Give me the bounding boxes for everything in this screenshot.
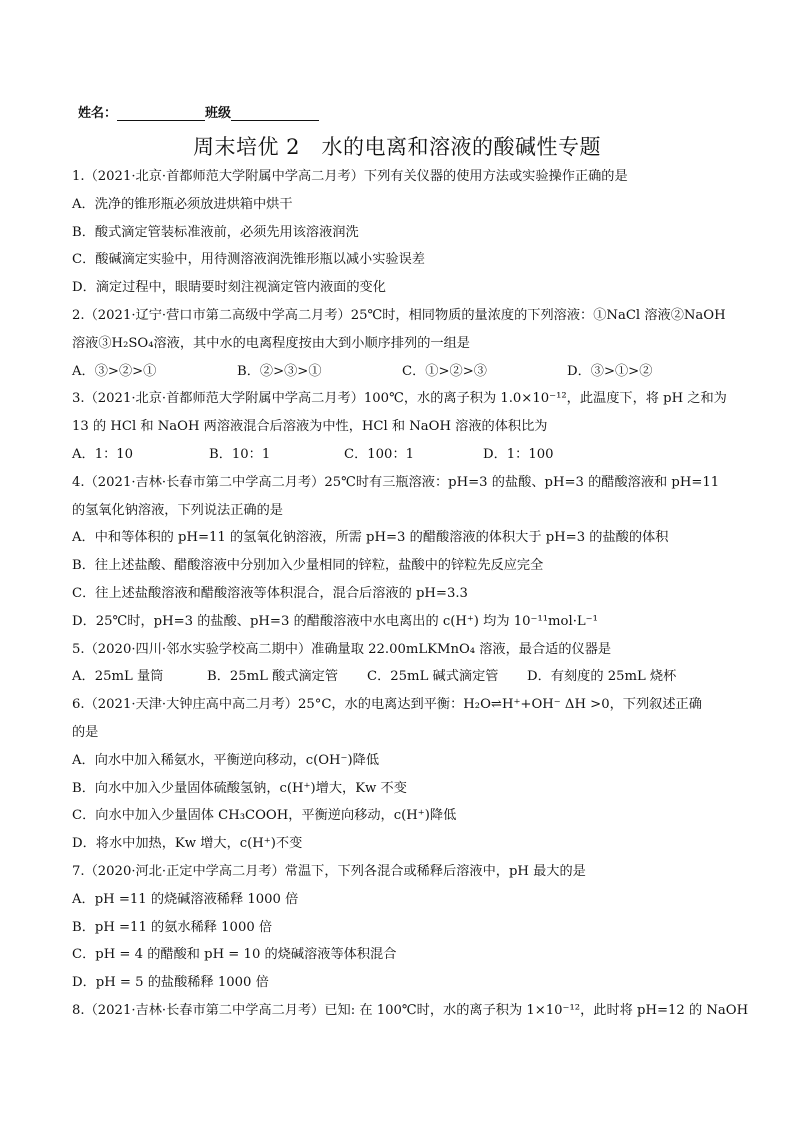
options-row bbox=[72, 445, 732, 473]
option-d: D．25℃时，pH=3 的盐酸、pH=3 的醋酸溶液中水电离出的 c(H⁺) 均为 10⁻¹¹mol·L⁻¹ bbox=[72, 613, 598, 629]
option-b: B．10：1 bbox=[209, 446, 271, 462]
option-d: D．③>①>② bbox=[567, 363, 653, 379]
question-stem: 3.（2021·北京·首都师范大学附属中学高二月考）100℃，水的离子积为 1.0×10⁻¹²，此温度下，将 pH 之和为 bbox=[72, 391, 727, 407]
question-stem: 2.（2021·辽宁·营口市第二高级中学高二月考）25℃时，相同物质的量浓度的下列溶液：①NaCl 溶液②NaOH bbox=[72, 307, 726, 323]
class-blank[interactable] bbox=[231, 106, 319, 121]
question-2 bbox=[72, 306, 732, 389]
option-c: C．①>②>③ bbox=[402, 363, 487, 379]
question-5 bbox=[72, 640, 732, 696]
options-row bbox=[72, 667, 732, 695]
question-stem: 5.（2020·四川·邻水实验学校高二期中）准确量取 22.00mLKMnO₄ 溶液，最合适的仪器是 bbox=[72, 641, 612, 657]
option-c: C．酸碱滴定实验中，用待测溶液润洗锥形瓶以减小实验误差 bbox=[72, 252, 425, 268]
question-8 bbox=[72, 1001, 749, 1029]
option-a: A．③>②>① bbox=[72, 363, 157, 379]
option-b: B．pH =11 的氨水稀释 1000 倍 bbox=[72, 919, 273, 935]
question-stem: 8.（2021·吉林·长春市第二中学高二月考）已知: 在 100℃时，水的离子积为 1×10⁻¹²，此时将 pH=12 的 NaOH bbox=[72, 1002, 749, 1018]
question-stem: 6.（2021·天津·大钟庄高中高二月考）25°C，水的电离达到平衡：H₂O⇌H⁺+OH⁻ ΔH >0，下列叙述正确 bbox=[72, 697, 702, 713]
question-stem: 4.（2021·吉林·长春市第二中学高二月考）25℃时有三瓶溶液：pH=3 的盐酸、pH=3 的醋酸溶液和 pH=11 bbox=[72, 474, 720, 490]
question-4 bbox=[72, 473, 732, 640]
question-stem-continued: 13 的 HCl 和 NaOH 两溶液混合后溶液为中性，HCl 和 NaOH 溶液的体积比为 bbox=[72, 419, 548, 435]
question-stem: 7.（2020·河北·正定中学高二月考）常温下，下列各混合或稀释后溶液中，pH 最大的是 bbox=[72, 863, 586, 879]
question-stem-continued: 溶液③H₂SO₄溶液，其中水的电离程度按由大到小顺序排列的一组是 bbox=[72, 335, 470, 351]
question-stem-continued: 的是 bbox=[72, 724, 99, 740]
option-b: B．②>③>① bbox=[237, 363, 322, 379]
class-label: 班级 bbox=[205, 106, 232, 121]
option-d: D．将水中加热，Kw 增大，c(H⁺)不变 bbox=[72, 836, 303, 852]
option-d: D．滴定过程中，眼睛要时刻注视滴定管内液面的变化 bbox=[72, 280, 386, 296]
option-a: A．pH =11 的烧碱溶液稀释 1000 倍 bbox=[72, 891, 299, 907]
question-stem-continued: 的氢氧化钠溶液，下列说法正确的是 bbox=[72, 502, 283, 518]
options-row bbox=[72, 362, 732, 390]
option-c: C．pH = 4 的醋酸和 pH = 10 的烧碱溶液等体积混合 bbox=[72, 947, 397, 963]
option-d: D．有刻度的 25mL 烧杯 bbox=[527, 669, 677, 685]
question-7 bbox=[72, 862, 732, 1001]
name-blank[interactable] bbox=[117, 106, 205, 121]
option-b: B．酸式滴定管装标准液前，必须先用该溶液润洗 bbox=[72, 224, 359, 240]
option-a: A．25mL 量筒 bbox=[72, 669, 164, 685]
option-c: C．向水中加入少量固体 CH₃COOH，平衡逆向移动，c(H⁺)降低 bbox=[72, 808, 457, 824]
option-a: A．向水中加入稀氨水，平衡逆向移动，c(OH⁻)降低 bbox=[72, 752, 380, 768]
option-b: B．25mL 酸式滴定管 bbox=[207, 669, 339, 685]
option-b: B．往上述盐酸、醋酸溶液中分别加入少量相同的锌粒，盐酸中的锌粒先反应完全 bbox=[72, 558, 544, 574]
page-title: 周末培优 2 水的电离和溶液的酸碱性专题 bbox=[192, 135, 602, 159]
option-a: A．洗净的锥形瓶必须放进烘箱中烘干 bbox=[72, 196, 293, 212]
question-stem: 1.（2021·北京·首都师范大学附属中学高二月考）下列有关仪器的使用方法或实验操作正确的是 bbox=[72, 169, 628, 184]
name-label: 姓名： bbox=[78, 106, 118, 121]
option-d: D．1：100 bbox=[483, 446, 554, 462]
option-a: A．1：10 bbox=[72, 446, 134, 462]
option-b: B．向水中加入少量固体硫酸氢钠，c(H⁺)增大，Kw 不变 bbox=[72, 780, 407, 796]
option-d: D．pH = 5 的盐酸稀释 1000 倍 bbox=[72, 975, 269, 991]
question-6 bbox=[72, 695, 732, 862]
option-a: A．中和等体积的 pH=11 的氢氧化钠溶液，所需 pH=3 的醋酸溶液的体积大于 pH=3 的盐酸的体积 bbox=[72, 530, 669, 546]
option-c: C．25mL 碱式滴定管 bbox=[367, 669, 499, 685]
option-c: C．往上述盐酸溶液和醋酸溶液等体积混合，混合后溶液的 pH=3.3 bbox=[72, 585, 468, 601]
question-3 bbox=[72, 389, 732, 472]
option-c: C．100：1 bbox=[344, 446, 415, 462]
question-list bbox=[72, 167, 749, 1029]
student-info-line bbox=[78, 102, 319, 121]
question-1 bbox=[72, 167, 732, 306]
